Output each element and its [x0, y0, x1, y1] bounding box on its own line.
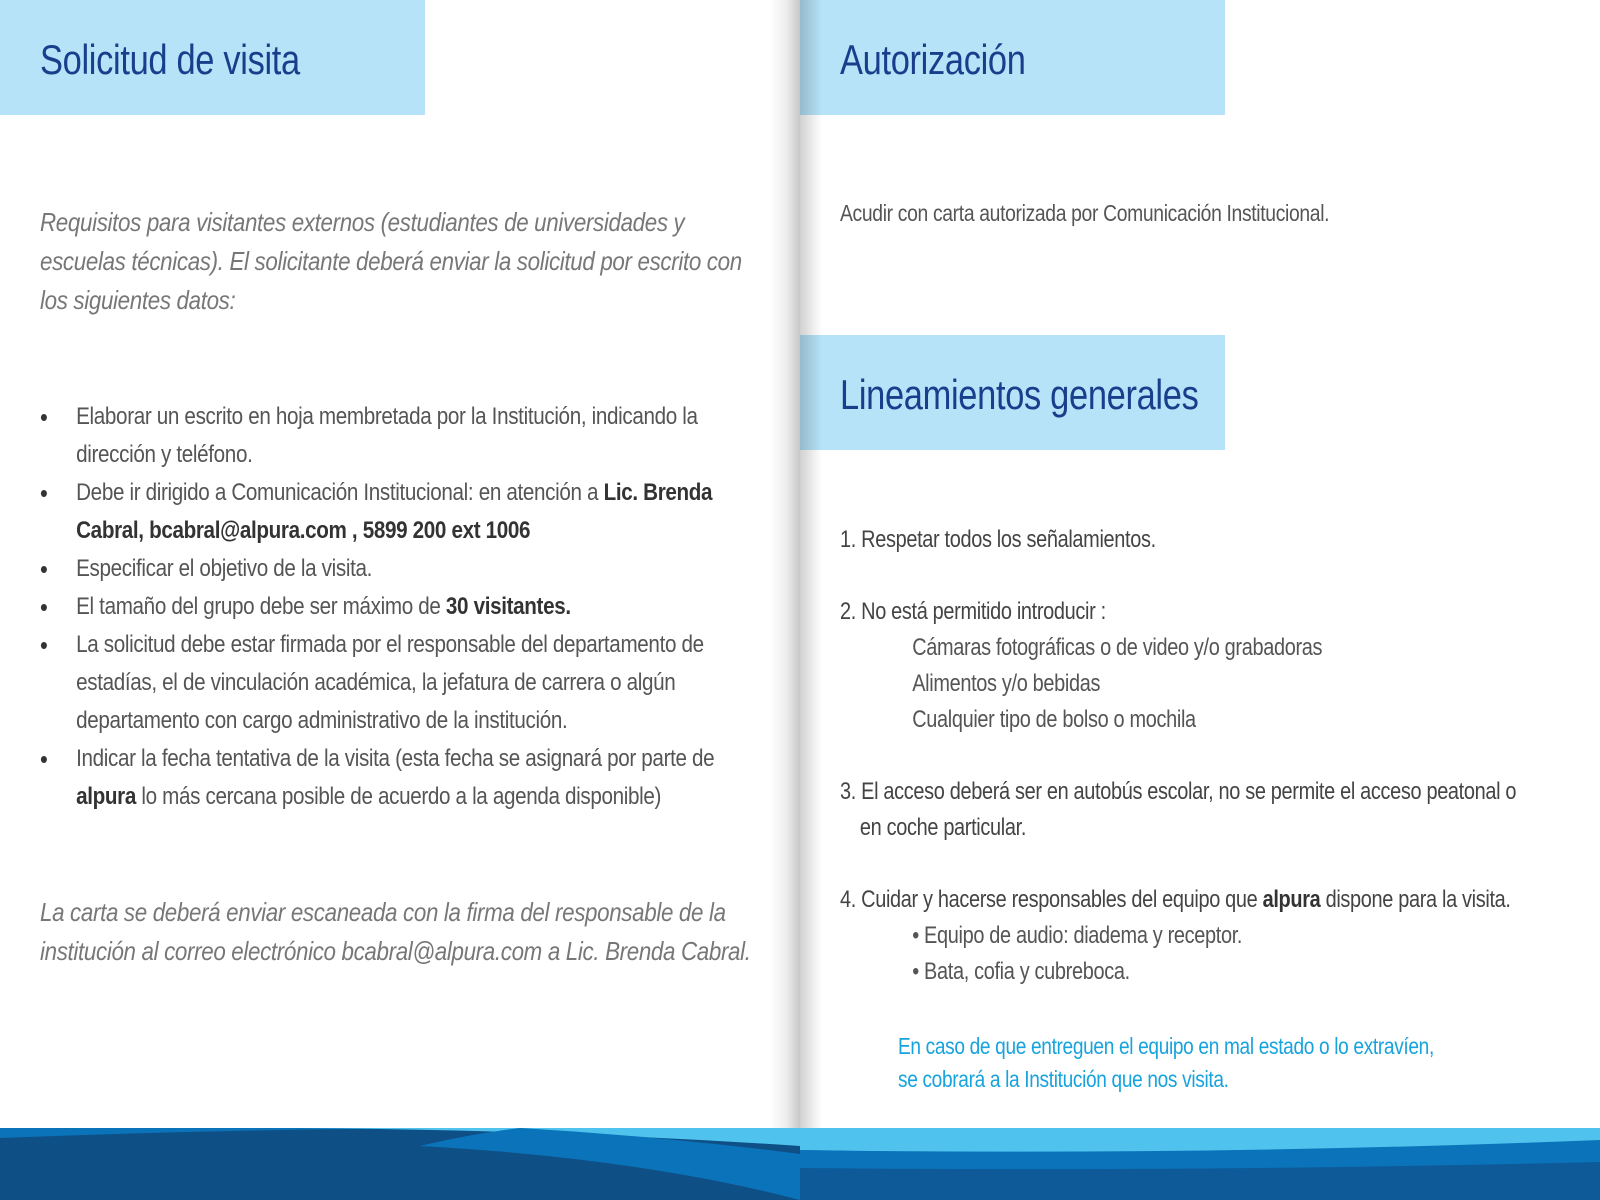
autorizacion-text: Acudir con carta autorizada por Comunicación Institucional. — [840, 200, 1330, 226]
guideline-1 — [840, 522, 1554, 558]
guideline-2 — [840, 594, 1554, 738]
guideline-text — [840, 882, 1554, 918]
guideline-3 — [840, 774, 1554, 846]
max-visitors: 30 visitantes. — [445, 593, 571, 620]
contact-info: Lic. Brenda Cabral, bcabral@alpura.com , 5899 200 ext 1006 — [76, 479, 713, 544]
guideline-text: 3. El acceso deberá ser en autobús escolar, no se permite el acceso peatonal o — [840, 778, 1517, 805]
list-item — [40, 474, 762, 550]
requirements-list — [40, 398, 762, 816]
solicitud-header — [0, 0, 425, 115]
list-item — [40, 550, 762, 588]
footer-wave — [0, 1128, 1600, 1200]
equipment-item: • Equipo de audio: diadema y receptor. — [912, 922, 1243, 949]
closing-note: La carta se deberá enviar escaneada con la firma del responsable de la institución al correo electrónico bcabral@alpura.com a Lic. Brenda Cabral. — [40, 897, 751, 966]
brand-name: alpura — [1262, 886, 1321, 913]
list-item — [40, 398, 762, 474]
warning-line: se cobrará a la Institución que nos visita. — [898, 1066, 1229, 1092]
autorizacion-header — [800, 0, 1225, 115]
guideline-text-pre: 4. Cuidar y hacerse responsables del equipo que — [840, 886, 1263, 913]
lineamientos-header — [800, 335, 1225, 450]
requirements-intro: Requisitos para visitantes externos (estudiantes de universidades y escuelas técnicas). El solicitante deberá enviar la solicitud por escrito con los siguientes datos: — [40, 207, 742, 315]
list-item — [40, 588, 762, 626]
guideline-4 — [840, 882, 1554, 990]
warning-line: En caso de que entreguen el equipo en mal estado o lo extravíen, — [898, 1033, 1434, 1059]
bullet-text: Especificar el objetivo de la visita. — [76, 555, 373, 582]
bullet-text: Indicar la fecha tentativa de la visita (esta fecha se asignará por parte de — [76, 745, 715, 772]
left-page — [0, 0, 798, 1200]
autorizacion-title: Autorización — [840, 36, 1026, 83]
lineamientos-title: Lineamientos generales — [840, 371, 1199, 418]
forbidden-item: Cualquier tipo de bolso o mochila — [912, 706, 1196, 733]
guideline-text: 2. No está permitido introducir : — [840, 598, 1106, 625]
list-item — [40, 626, 762, 740]
equipment-item: • Bata, cofia y cubreboca. — [912, 958, 1130, 985]
bullet-text: El tamaño del grupo debe ser máximo de — [76, 593, 446, 620]
brand-name: alpura — [76, 783, 136, 810]
guideline-text: 1. Respetar todos los señalamientos. — [840, 526, 1156, 553]
page-fold-shadow — [770, 0, 800, 1200]
solicitud-title: Solicitud de visita — [40, 36, 300, 83]
guideline-text: en coche particular. — [859, 814, 1027, 841]
bullet-text: Elaborar un escrito en hoja membretada por la Institución, indicando la dirección y teléfono. — [76, 403, 698, 468]
list-item — [40, 740, 762, 816]
bullet-text: Debe ir dirigido a Comunicación Institucional: en atención a — [76, 479, 604, 506]
forbidden-item: Cámaras fotográficas o de video y/o grabadoras — [912, 634, 1323, 661]
equipment-warning — [898, 1030, 1545, 1096]
bullet-text: La solicitud debe estar firmada por el responsable del departamento de estadías, el de vinculación académica, la jefatura de carrera o algún departamento con cargo administrativo de la institución. — [76, 631, 704, 734]
forbidden-item: Alimentos y/o bebidas — [912, 670, 1101, 697]
page-fold-shadow-right — [800, 0, 822, 1200]
bullet-text: lo más cercana posible de acuerdo a la agenda disponible) — [135, 783, 662, 810]
guidelines-list — [840, 522, 1554, 990]
guideline-text-post: dispone para la visita. — [1320, 886, 1511, 913]
